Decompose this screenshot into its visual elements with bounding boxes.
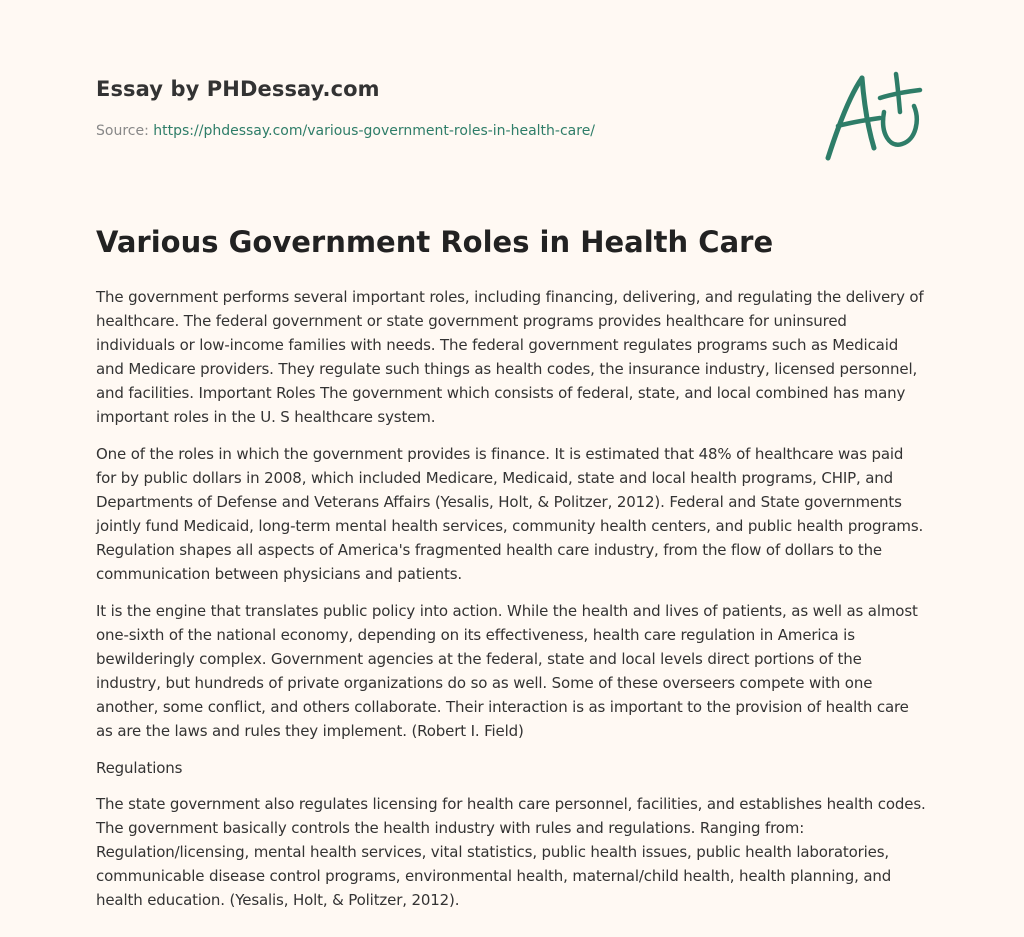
essay-title: Various Government Roles in Health Care: [96, 225, 774, 259]
source-label: Source:: [96, 123, 154, 139]
a-plus-logo-icon: [824, 68, 928, 164]
essay-paragraph-3: It is the engine that translates public policy into action. While the health and lives of patients, as well as almost one-sixth of the national economy, depending on its effectiveness, health care regulation in America is bewilderingly complex. Government agencies at the federal, state and local levels direct portions of the industry, but hundreds of private organizations do so as well. Some of these overseers compete with one another, some conflict, and others collaborate. Their interaction is as important to the provision of health care as are the laws and rules they implement. (Robert I. Field): [96, 602, 918, 740]
essay-paragraph-1: The government performs several important roles, including financing, delivering, and regulating the delivery of healthcare. The federal government or state government programs provides healthcare for uninsured individuals or low-income families with needs. The federal government regulates programs such as Medicaid and Medicare providers. They regulate such things as health codes, the insurance industry, licensed personnel, and facilities. Important Roles The government which consists of federal, state, and local combined has many important roles in the U. S healthcare system.: [96, 288, 924, 426]
essay-paragraph-2: One of the roles in which the government provides is finance. It is estimated that 48% of healthcare was paid for by public dollars in 2008, which included Medicare, Medicaid, state and local health programs, CHIP, and Departments of Defense and Veterans Affairs (Yesalis, Holt, & Politzer, 2012). Federal and State governments jointly fund Medicaid, long-term mental health services, community health centers, and public health programs. Regulation shapes all aspects of America's fragmented health care industry, from the flow of dollars to the communication between physicians and patients.: [96, 445, 924, 583]
section-heading-regulations: Regulations: [96, 759, 183, 777]
source-line: [96, 123, 595, 139]
essay-body: [96, 285, 928, 925]
essay-paragraph-4: The state government also regulates licensing for health care personnel, facilities, and establishes health codes. The government basically controls the health industry with rules and regulations. Ranging from: Regulation/licensing, mental health services, vital statistics, public health issues, public health laboratories, communicable disease control programs, environmental health, maternal/child health, health planning, and health education. (Yesalis, Holt, & Politzer, 2012).: [96, 795, 926, 909]
source-link[interactable]: https://phdessay.com/various-government-roles-in-health-care/: [153, 123, 596, 139]
site-brand[interactable]: Essay by PHDessay.com: [96, 77, 380, 101]
